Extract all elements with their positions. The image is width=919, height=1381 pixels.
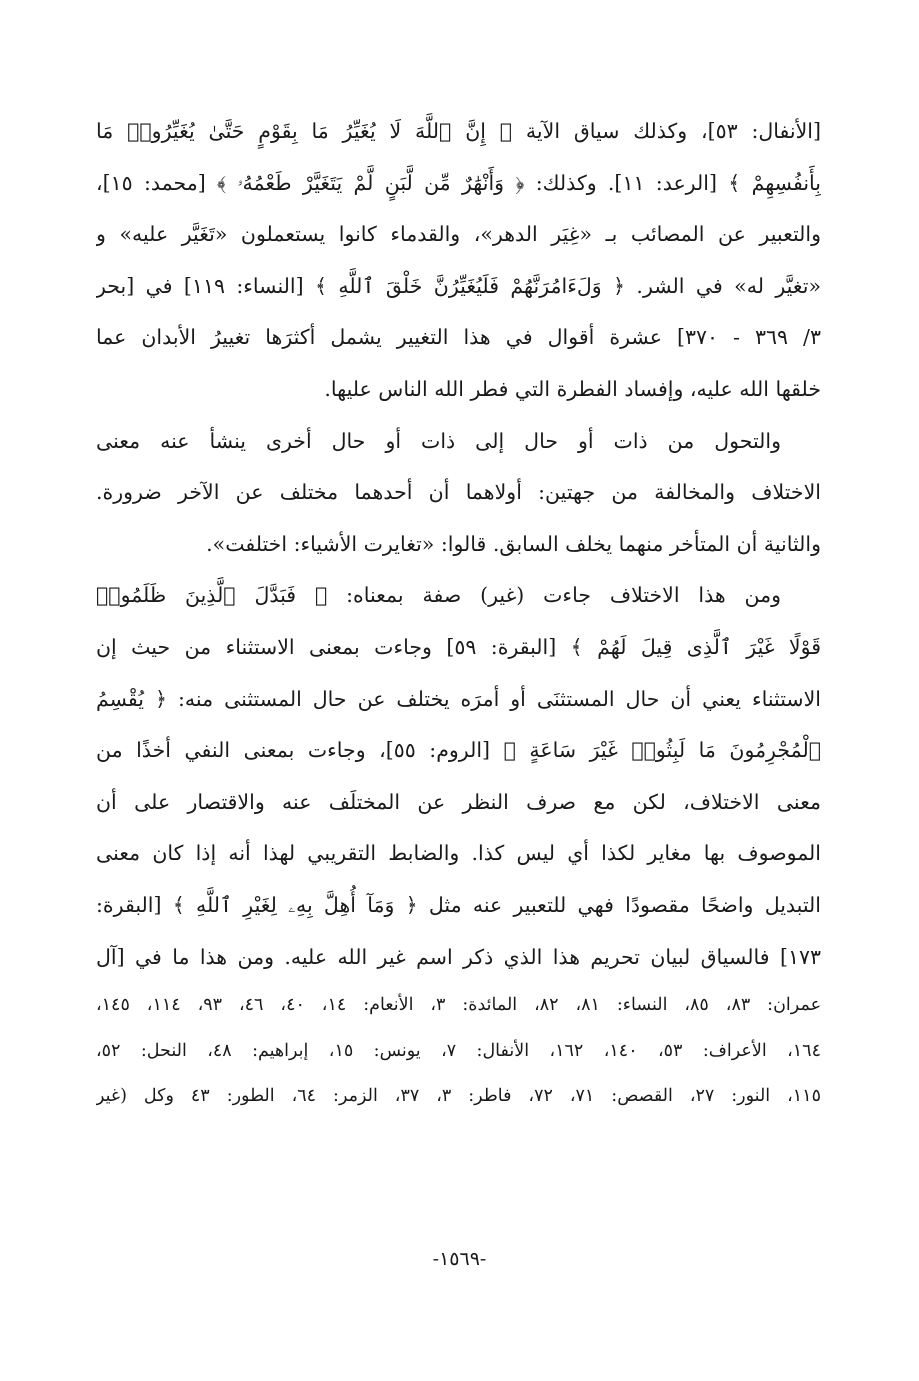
text-line: خلقها الله عليه، وإفساد الفطرة التي فطر الله الناس عليها. bbox=[324, 376, 821, 401]
text-line: الموصوف بها مغاير لكذا أي ليس كذا. والضابط التقريبي لهذا أنه إذا كان معنى bbox=[96, 841, 821, 866]
page-body bbox=[96, 106, 821, 1120]
text-line: ١٧٣] فالسياق لبيان تحريم هذا الذي ذكر اسم غير الله عليه. ومن هذا ما في [آل bbox=[96, 944, 821, 969]
page-number: -١٥٦٩- bbox=[432, 1248, 487, 1270]
paragraph-3 bbox=[96, 570, 821, 983]
text-line: التبديل واضحًا مقصودًا فهي للتعبير عنه مثل ﴿ وَمَآ أُهِلَّ بِهِۦ لِغَيْرِ ٱللَّهِ ﴾ [البقرة: bbox=[96, 892, 821, 917]
text-line: الاختلاف والمخالفة من جهتين: أولاهما أن أحدهما مختلف عن الآخر ضرورة. bbox=[96, 480, 821, 505]
text-line: والتحول من ذات أو حال إلى ذات أو حال أخرى ينشأ عنه معنى bbox=[96, 428, 781, 453]
reference-line: ١١٥، النور: ٢٧، القصص: ٧١، ٧٢، فاطر: ٣، ٣٧، الزمر: ٦٤، الطور: ٤٣ وكل (غير bbox=[96, 1086, 821, 1107]
text-line: [الأنفال: ٥٣]، وكذلك سياق الآية ﴿ إِنَّ ٱللَّهَ لَا يُغَيِّرُ مَا بِقَوْمٍ حَتَّىٰ يُغَيِّرُوا۟ مَا bbox=[96, 119, 821, 143]
reference-list bbox=[96, 983, 821, 1120]
text-line: الاستثناء يعني أن حال المستثنَى أو أمرَه يختلف عن حال المستثنى منه: ﴿ يُقْسِمُ bbox=[96, 686, 821, 711]
text-line: ومن هذا الاختلاف جاءت (غير) صفة بمعناه: ﴿ فَبَدَّلَ ٱلَّذِينَ ظَلَمُوا۟ bbox=[96, 583, 781, 608]
text-line: ٱلْمُجْرِمُونَ مَا لَبِثُوا۟ غَيْرَ سَاعَةٍ ﴾ [الروم: ٥٥]، وجاءت بمعنى النفي أخذًا من bbox=[96, 738, 821, 763]
reference-line: ١٦٤، الأعراف: ٥٣، ١٤٠، ١٦٢، الأنفال: ٧، يونس: ١٥، إبراهيم: ٤٨، النحل: ٥٢، bbox=[96, 1040, 821, 1061]
text-line: معنى الاختلاف، لكن مع صرف النظر عن المختلَف عنه والاقتصار على أن bbox=[96, 789, 821, 814]
text-line: والتعبير عن المصائب بـ «غِيَر الدهر»، والقدماء كانوا يستعملون «تَغَيَّر عليه» و bbox=[96, 222, 821, 247]
text-line: والثانية أن المتأخر منهما يخلف السابق. قالوا: «تغايرت الأشياء: اختلفت». bbox=[206, 531, 821, 556]
paragraph-1 bbox=[96, 106, 821, 416]
text-line: بِأَنفُسِهِمْ ﴾ [الرعد: ١١]. وكذلك: ﴿ وَأَنْهَٰرٌ مِّن لَّبَنٍ لَّمْ يَتَغَيَّرْ طَعْمُهُۥ ﴾ [محمد: ١٥]، bbox=[96, 170, 821, 195]
reference-line: عمران: ٨٣، ٨٥، النساء: ٨١، ٨٢، المائدة: ٣، الأنعام: ١٤، ٤٠، ٤٦، ٩٣، ١١٤، ١٤٥، bbox=[96, 995, 821, 1016]
text-line: «تغيَّر له» في الشر. ﴿ وَلَءَامُرَنَّهُمْ فَلَيُغَيِّرُنَّ خَلْقَ ٱللَّهِ ﴾ [النساء: ١١٩] في [بحر bbox=[96, 273, 821, 298]
paragraph-2 bbox=[96, 416, 821, 571]
text-line: قَوْلًا غَيْرَ ٱلَّذِى قِيلَ لَهُمْ ﴾ [البقرة: ٥٩] وجاءت بمعنى الاستثناء من حيث إن bbox=[96, 634, 821, 659]
text-line: ٣/ ٣٦٩ - ٣٧٠] عشرة أقوال في هذا التغيير يشمل أكثرَها تغييرُ الأبدان عما bbox=[96, 325, 821, 350]
